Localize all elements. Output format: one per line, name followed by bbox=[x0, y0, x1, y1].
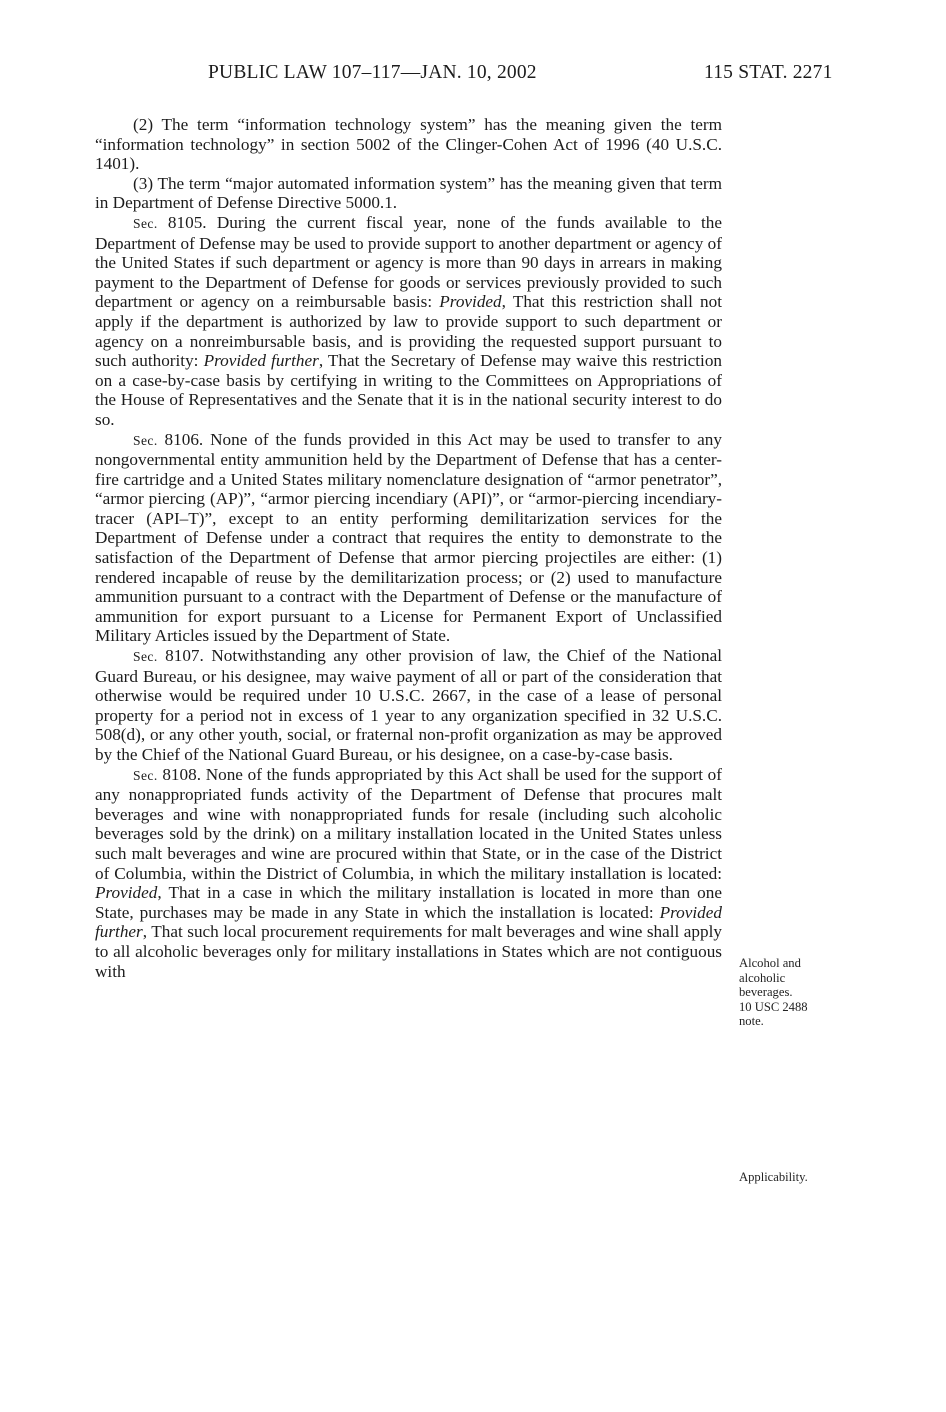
document-body bbox=[95, 115, 722, 981]
sec-label: Sec. bbox=[133, 215, 158, 231]
sec-label: Sec. bbox=[133, 767, 158, 783]
paragraph-definition-2: (2) The term “information technology system” has the meaning given the term “information technology” in section 5002 of the Clinger-Cohen Act of 1996 (40 U.S.C. 1401). bbox=[95, 115, 722, 174]
section-8107: Sec. 8107. Notwithstanding any other provision of law, the Chief of the National Guard Bureau, or his designee, may waive payment of all or part of the consideration that otherwise would be required under 10 U.S.C. 2667, in the case of a lease of personal property for a period not in excess of 1 year to any organization specified in 32 U.S.C. 508(d), or any other youth, social, or fraternal non-profit organization as may be approved by the Chief of the National Guard Bureau, or his designee, on a case-by-case basis. bbox=[95, 646, 722, 764]
page-header bbox=[0, 62, 946, 88]
proviso-further: Provided further bbox=[95, 902, 722, 942]
proviso-further: Provided further bbox=[203, 351, 319, 371]
header-stat-citation: 115 STAT. 2271 bbox=[704, 62, 833, 83]
proviso: Provided bbox=[95, 883, 158, 903]
section-8105: Sec. 8105. During the current fiscal year, none of the funds available to the Department of Defense may be used to provide support to another department or agency of the United States if such department or agency is more than 90 days in arrears in making payment to the Department of Defense for goods or services previously provided to such department or agency on a reimbursable basis: Provided, That this restriction shall not apply if the department is authorized by law to provide support to such department or agency on a nonreimbursable basis, and is providing the requested support pursuant to such authority: Provided further, That the Secretary of Defense may waive this restriction on a case-by-case basis by certifying in writing to the Committees on Appropriations of the House of Representatives and the Senate that it is in the national security interest to do so. bbox=[95, 212, 723, 429]
margin-note-alcohol: Alcohol and alcoholic beverages. 10 USC 2488 note. bbox=[739, 956, 808, 1028]
margin-note-applicability: Applicability. bbox=[739, 1170, 808, 1184]
proviso: Provided bbox=[439, 292, 502, 312]
sec-label: Sec. bbox=[133, 649, 158, 665]
section-8108: Sec. 8108. None of the funds appropriated by this Act shall be used for the support of any nonappropriated funds activity of the Department of Defense that procures malt beverages and wine with nonappropriated funds for resale (including such alcoholic beverages sold by the drink) on a military installation located in the United States unless such malt beverages and wine are procured within that State, or in the case of the District of Columbia, within the District of Columbia, in which the military installation is located: Provided, That in a case in which the military installation is located in more than one State, purchases may be made in any State in which the installation is located: Provided further, That such local procurement requirements for malt beverages and wine shall apply to all alcoholic beverages only for military installations in States which are not contiguous with bbox=[95, 764, 722, 981]
sec-label: Sec. bbox=[133, 432, 158, 448]
section-8106: Sec. 8106. None of the funds provided in this Act may be used to transfer to any nongovernmental entity ammunition held by the Department of Defense that has a center-fire cartridge and a United States military nomenclature designation of “armor penetrator”, “armor piercing (AP)”, “armor piercing incendiary (API)”, or “armor-piercing incendiary-tracer (API–T)”, except to an entity performing demilitarization services for the Department of Defense under a contract that requires the entity to demonstrate to the satisfaction of the Department of Defense that armor piercing projectiles are either: (1) rendered incapable of reuse by the demilitarization process; or (2) used to manufacture ammunition pursuant to a contract with the Department of Defense or the manufacture of ammunition for export pursuant to a License for Permanent Export of Unclassified Military Articles issued by the Department of State. bbox=[95, 429, 722, 646]
header-title: PUBLIC LAW 107–117—JAN. 10, 2002 bbox=[208, 62, 537, 83]
paragraph-definition-3: (3) The term “major automated information system” has the meaning given that term in Department of Defense Directive 5000.1. bbox=[95, 173, 722, 213]
